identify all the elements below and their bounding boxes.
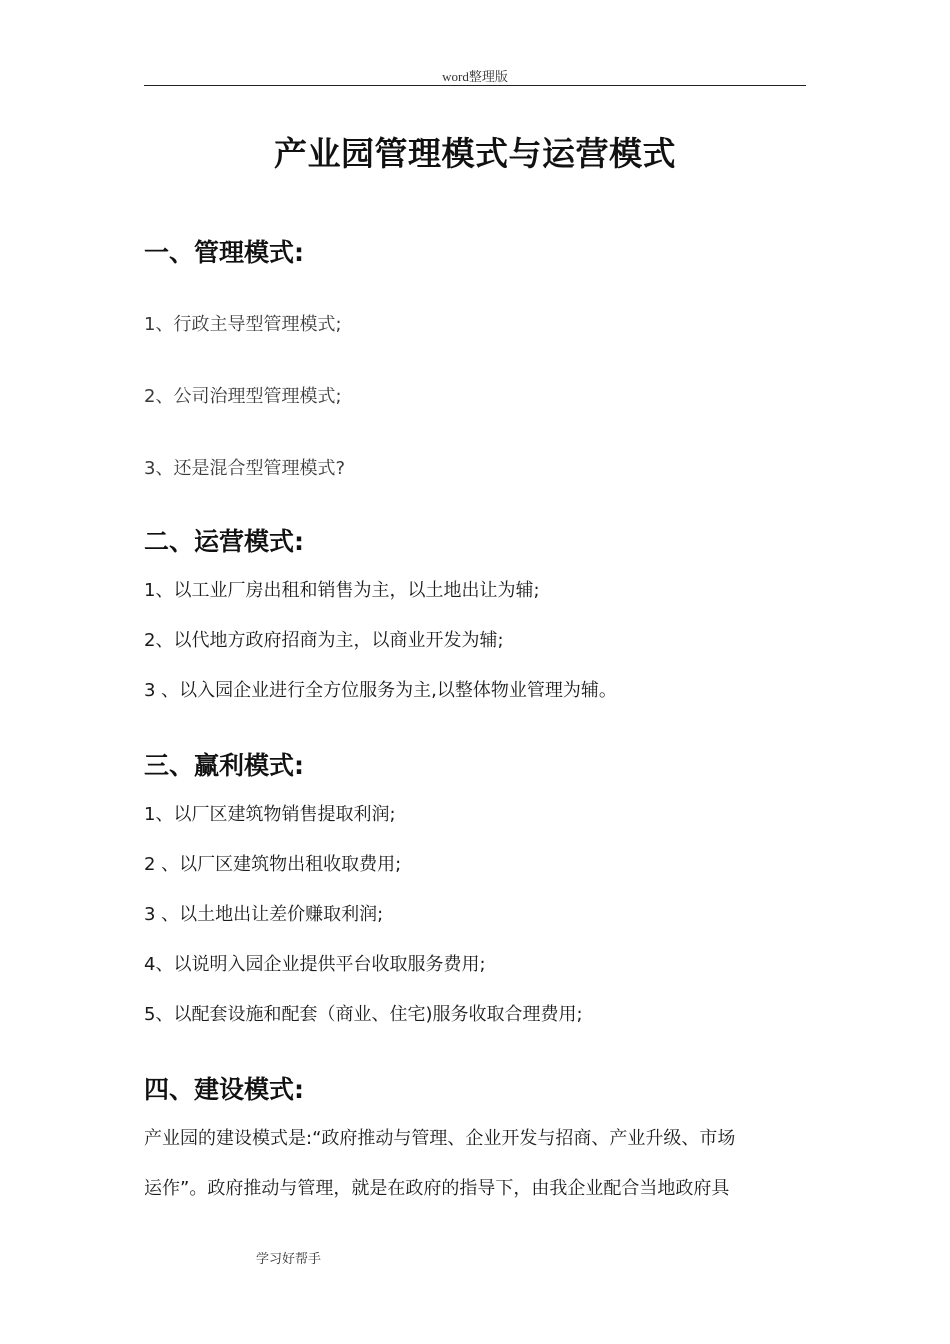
- list-item: 1、以厂区建筑物销售提取利润;: [144, 804, 396, 825]
- list-item: 3 、以入园企业进行全方位服务为主,以整体物业管理为辅。: [144, 680, 617, 701]
- list-item: 4、以说明入园企业提供平台收取服务费用;: [144, 954, 486, 975]
- document-title: 产业园管理模式与运营模式: [274, 134, 676, 173]
- list-item: 5、以配套设施和配套（商业、住宅)服务收取合理费用;: [144, 1004, 583, 1025]
- section-heading-profit: 三、赢利模式:: [144, 751, 304, 780]
- section-heading-management: 一、管理模式:: [144, 238, 304, 267]
- section-heading-construction: 四、建设模式:: [144, 1075, 304, 1104]
- section-heading-operation: 二、运营模式:: [144, 527, 304, 556]
- header-rule: [144, 85, 806, 86]
- list-item: 3 、以土地出让差价赚取利润;: [144, 904, 384, 925]
- page-header: word整理版: [442, 69, 508, 84]
- list-item: 2 、以厂区建筑物出租收取费用;: [144, 854, 402, 875]
- list-item: 1、行政主导型管理模式;: [144, 314, 342, 335]
- paragraph-line: 产业园的建设模式是:“政府推动与管理、企业开发与招商、产业升级、市场: [144, 1128, 736, 1149]
- paragraph-line: 运作”。政府推动与管理，就是在政府的指导下，由我企业配合当地政府具: [144, 1178, 730, 1199]
- list-item: 2、公司治理型管理模式;: [144, 386, 342, 407]
- list-item: 2、以代地方政府招商为主，以商业开发为辅;: [144, 630, 504, 651]
- list-item: 1、以工业厂房出租和销售为主，以土地出让为辅;: [144, 580, 540, 601]
- list-item: 3、还是混合型管理模式?: [144, 458, 346, 479]
- page-footer: 学习好帮手: [256, 1252, 322, 1267]
